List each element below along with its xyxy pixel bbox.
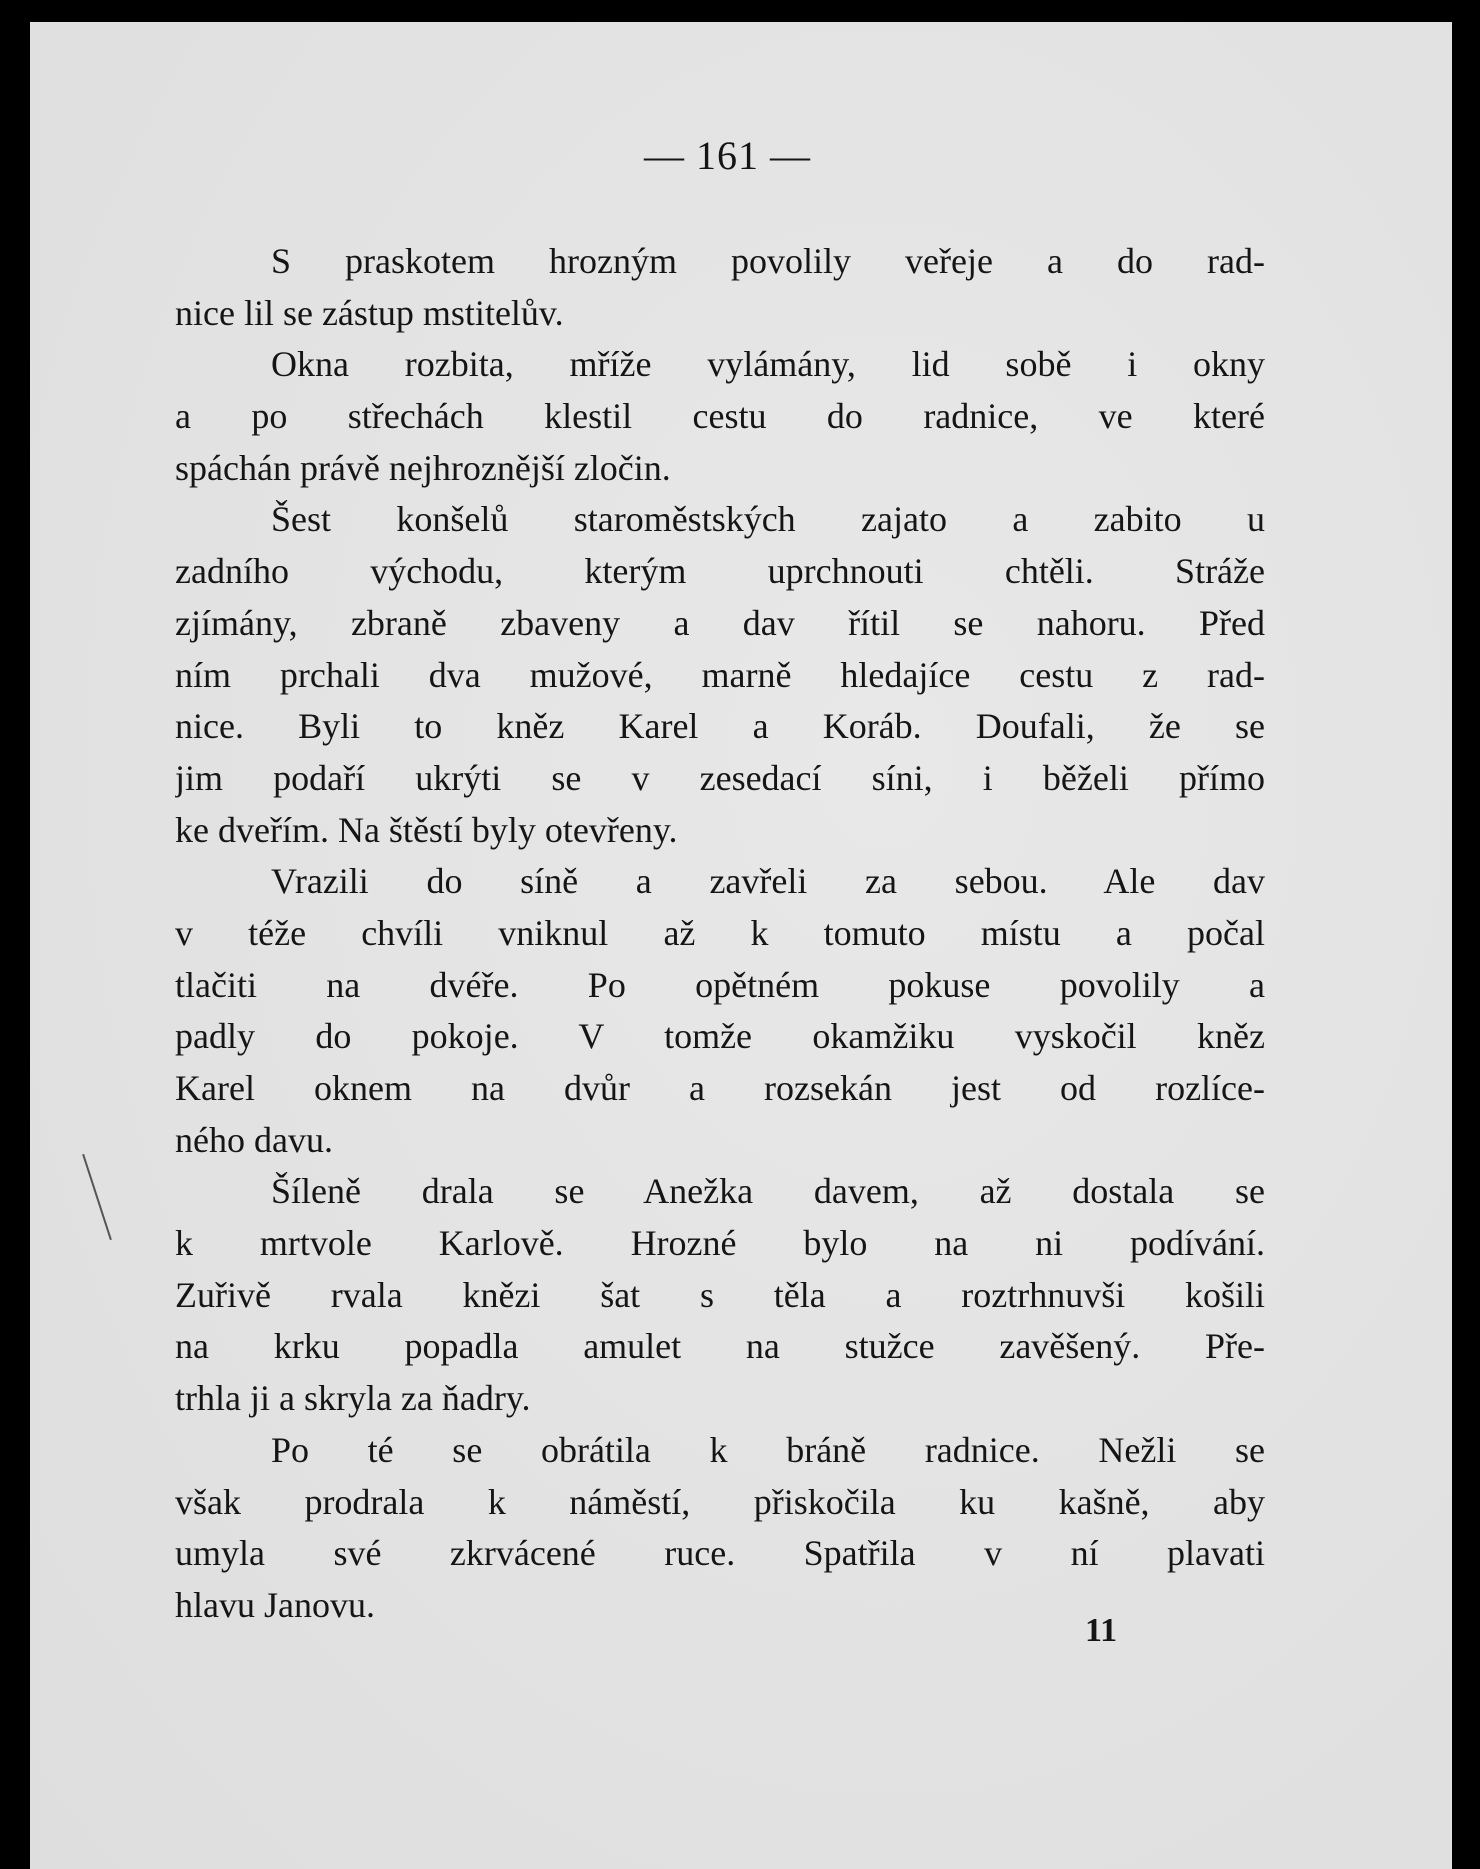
book-page bbox=[30, 22, 1452, 1869]
text-line: k mrtvole Karlově. Hrozné bylo na ni podívání. bbox=[175, 1223, 1265, 1264]
text-line: zadního východu, kterým uprchnouti chtěli. Stráže bbox=[175, 551, 1265, 592]
text-line: Vrazili do síně a zavřeli za sebou. Ale dav bbox=[271, 861, 1265, 902]
text-line: zjímány, zbraně zbaveny a dav řítil se nahoru. Před bbox=[175, 602, 1265, 643]
page-number: — 161 — bbox=[644, 133, 811, 178]
text-line: však prodrala k náměstí, přiskočila ku kašně, aby bbox=[175, 1481, 1265, 1522]
signature-mark: 11 bbox=[1085, 1612, 1118, 1649]
text-line: Karel oknem na dvůr a rozsekán jest od rozlíce- bbox=[175, 1068, 1265, 1108]
text-line: jim podaří ukrýti se v zesedací síni, i běželi přímo bbox=[175, 757, 1265, 798]
body-text bbox=[175, 236, 1265, 1632]
text-line: padly do pokoje. V tomže okamžiku vyskočil kněz bbox=[175, 1016, 1265, 1057]
text-line: Šíleně drala se Anežka davem, až dostala se bbox=[271, 1171, 1265, 1212]
text-line: na krku popadla amulet na stužce zavěšený. Pře- bbox=[175, 1326, 1265, 1367]
text-line: tlačiti na dvéře. Po opětném pokuse povolily a bbox=[175, 964, 1265, 1005]
text-line: ného davu. bbox=[175, 1119, 333, 1160]
text-line: umyla své zkrvácené ruce. Spatřila v ní plavati bbox=[175, 1533, 1265, 1574]
text-line: S praskotem hrozným povolily veřeje a do rad- bbox=[271, 241, 1265, 281]
text-line: nice. Byli to kněz Karel a Koráb. Doufali, že se bbox=[175, 706, 1265, 747]
text-line: spáchán právě nejhroznější zločin. bbox=[175, 447, 671, 488]
text-line: ke dveřím. Na štěstí byly otevřeny. bbox=[175, 809, 678, 850]
scan-mark bbox=[82, 1154, 112, 1240]
text-line: Okna rozbita, mříže vylámány, lid sobě i okny bbox=[271, 344, 1265, 385]
text-line: a po střechách klestil cestu do radnice, ve které bbox=[175, 396, 1265, 437]
text-line: Šest konšelů staroměstských zajato a zabito u bbox=[271, 499, 1265, 540]
text-line: hlavu Janovu. bbox=[175, 1584, 375, 1625]
text-line: v téže chvíli vniknul až k tomuto místu a počal bbox=[175, 912, 1265, 953]
text-line: trhla ji a skryla za ňadry. bbox=[175, 1378, 531, 1419]
text-line: Po té se obrátila k bráně radnice. Nežli se bbox=[271, 1429, 1265, 1470]
text-line: nice lil se zástup mstitelův. bbox=[175, 292, 564, 333]
text-line: ním prchali dva mužové, marně hledajíce cestu z rad- bbox=[175, 654, 1265, 695]
text-line: Zuřivě rvala knězi šat s těla a roztrhnuvši košili bbox=[175, 1274, 1265, 1315]
